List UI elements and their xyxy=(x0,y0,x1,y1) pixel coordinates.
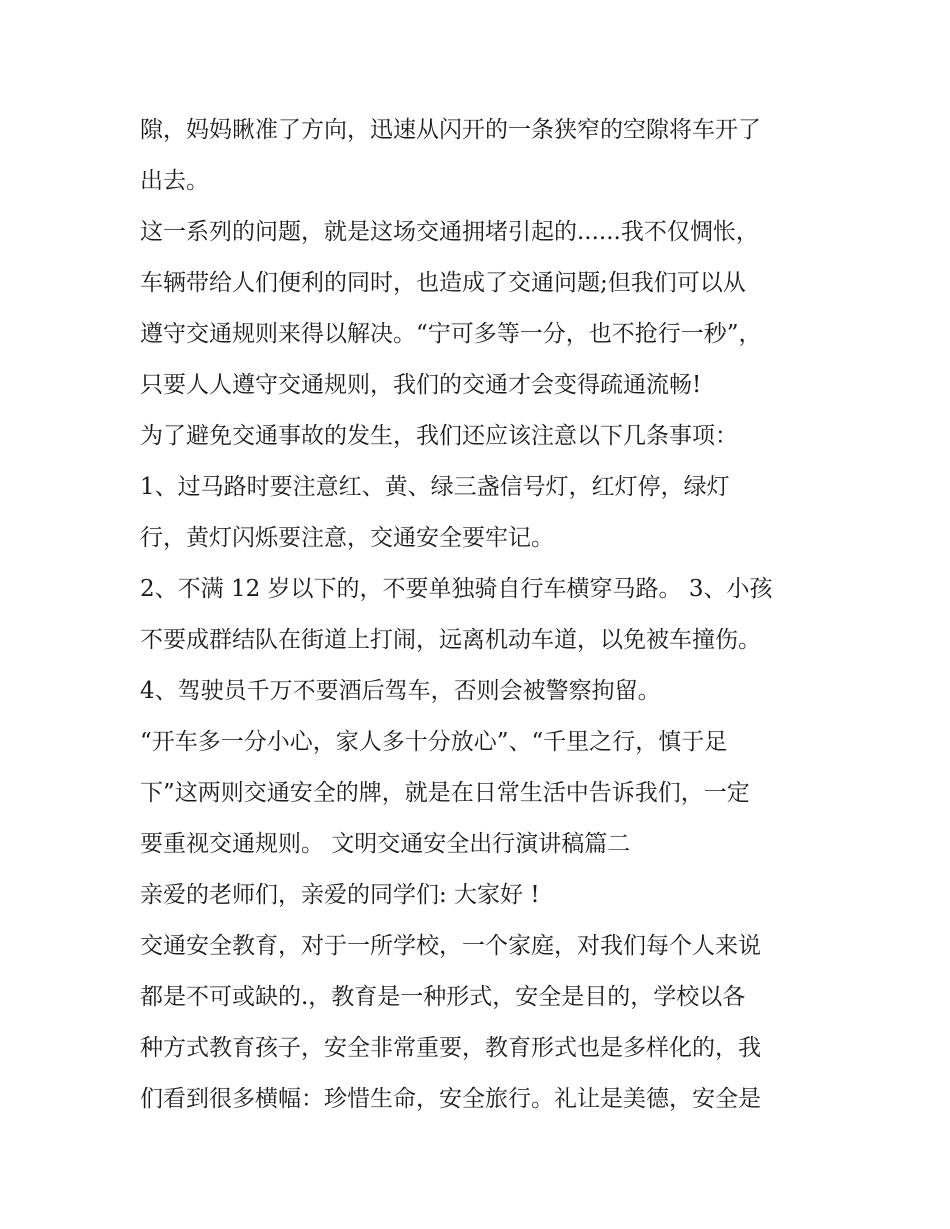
text-line: 下”这两则交通安全的牌，就是在日常生活中告诉我们，一定 xyxy=(140,780,750,806)
text-line: 要重视交通规则。 文明交通安全出行演讲稿篇二 xyxy=(140,831,631,857)
text-line: 行，黄灯闪烁要注意，交通安全要牢记。 xyxy=(140,525,554,551)
text-line: 2、不满 12 岁以下的，不要单独骑自行车横穿马路。 3、小孩 xyxy=(140,576,773,602)
text-line: 只要人人遵守交通规则，我们的交通才会变得疏通流畅! xyxy=(140,372,702,398)
text-line: 为了避免交通事故的发生，我们还应该注意以下几条事项： xyxy=(140,423,738,449)
text-line: 出去。 xyxy=(140,168,209,194)
text-line: 车辆带给人们便利的同时，也造成了交通问题;但我们可以从 xyxy=(140,270,746,296)
text-line: 交通安全教育，对于一所学校，一个家庭，对我们每个人来说 xyxy=(140,933,761,959)
text-line: 都是不可或缺的.，教育是一种形式，安全是目的，学校以各 xyxy=(140,984,746,1010)
text-line: 种方式教育孩子，安全非常重要，教育形式也是多样化的，我 xyxy=(140,1035,761,1061)
text-line: 隙，妈妈瞅准了方向，迅速从闪开的一条狭窄的空隙将车开了 xyxy=(140,117,761,143)
body-text xyxy=(140,105,840,1125)
text-line: 这一系列的问题，就是这场交通拥堵引起的......我不仅惆怅， xyxy=(140,219,759,245)
text-line: 1、过马路时要注意红、黄、绿三盏信号灯，红灯停，绿灯 xyxy=(140,474,730,500)
text-line: 亲爱的老师们，亲爱的同学们: 大家好 ! xyxy=(140,882,540,908)
text-line: 们看到很多横幅：珍惜生命，安全旅行。礼让是美德，安全是 xyxy=(140,1086,761,1112)
text-line: “开车多一分小心，家人多十分放心”、“千里之行，慎于足 xyxy=(140,729,728,755)
text-line: 不要成群结队在街道上打闹，远离机动车道，以免被车撞伤。 xyxy=(140,627,761,653)
text-line: 4、驾驶员千万不要酒后驾车，否则会被警察拘留。 xyxy=(140,678,661,704)
text-line: 遵守交通规则来得以解决。“宁可多等一分，也不抢行一秒”， xyxy=(140,321,762,347)
